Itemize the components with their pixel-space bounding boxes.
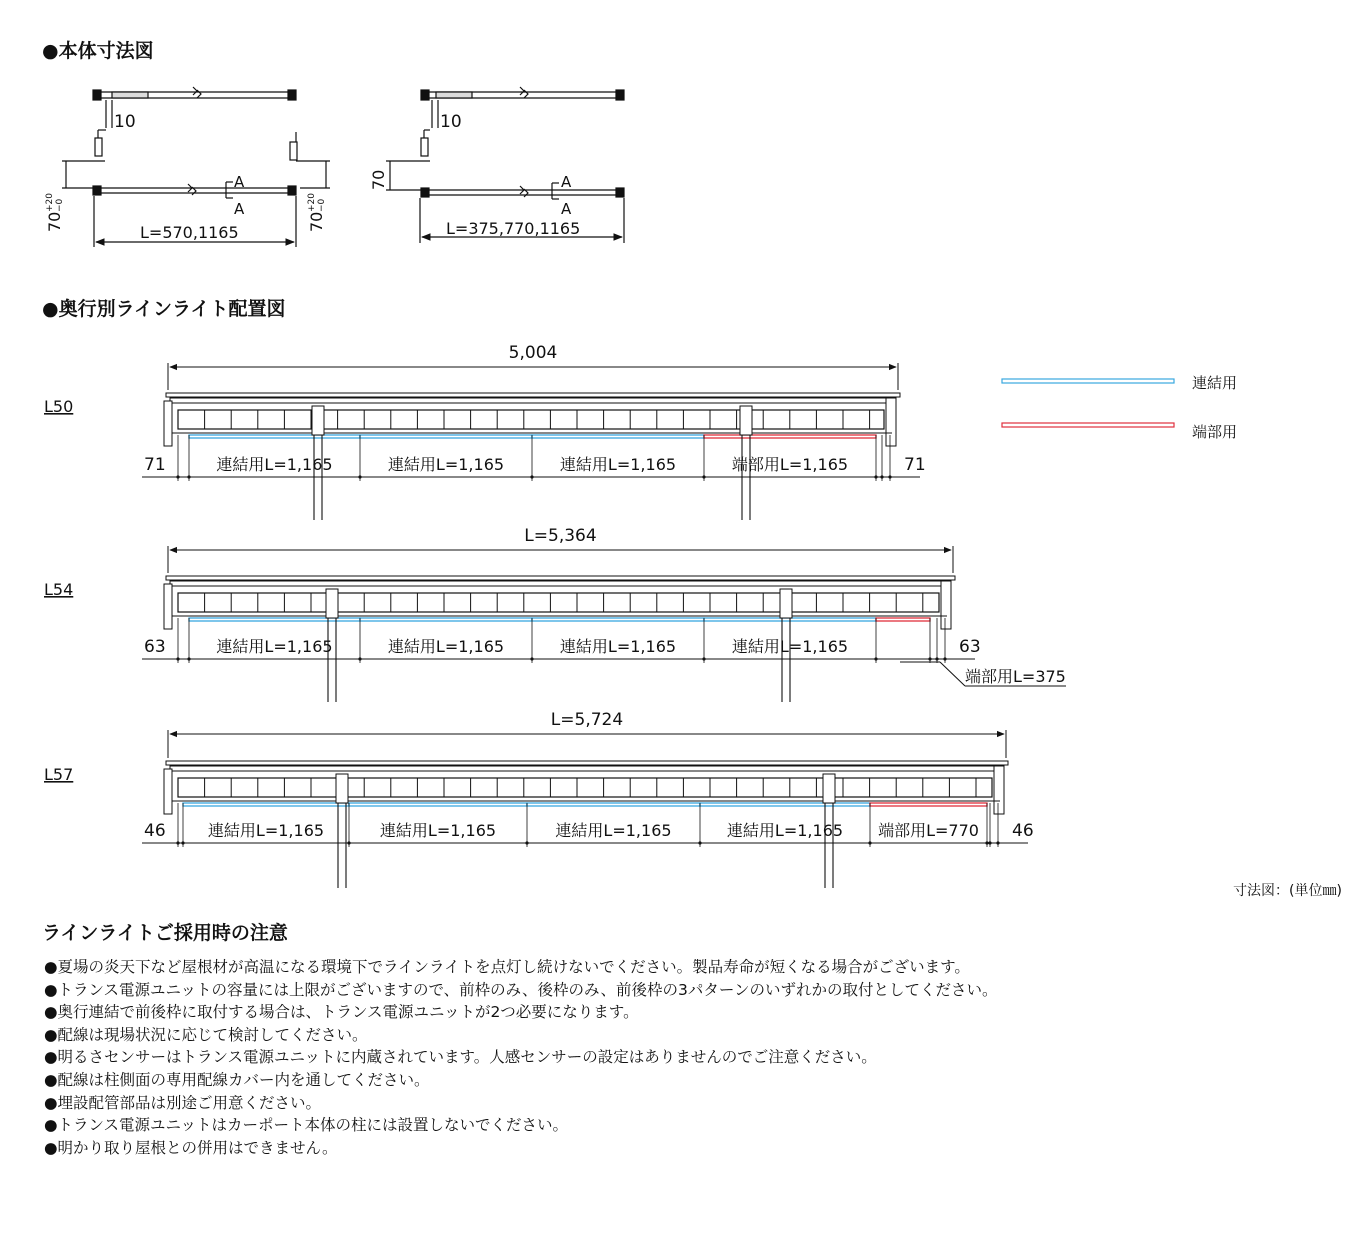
segment-label: 連結用L=1,165	[555, 821, 672, 840]
segment-dim-dot	[702, 475, 705, 478]
segment-label: 連結用L=1,165	[207, 821, 325, 840]
total-dim-label: L=5,364	[524, 526, 597, 546]
light-segment-link	[700, 803, 870, 806]
segment-label: 連結用L=1,165	[216, 637, 333, 656]
note-item: ●トランス電源ユニットの容量には上限がございますので、前枠のみ、後枠のみ、前後枠の3パターンのいずれかの取付としてください。	[44, 980, 998, 999]
segment-dim-dot	[702, 657, 705, 660]
end-dim-right: 71	[904, 455, 926, 475]
light-segment-link	[360, 618, 532, 621]
layout-title: ●奥行別ラインライト配置図	[42, 298, 286, 320]
end-dim-left: 46	[144, 821, 166, 841]
segment-dim-dot	[530, 475, 533, 478]
segment-dim-dot	[358, 657, 361, 660]
segment-label: 連結用L=1,165	[379, 821, 497, 840]
segment-dim-dot	[176, 841, 179, 844]
dim-10-left: 10	[114, 112, 136, 132]
legend-swatch-end	[1002, 423, 1174, 427]
segment-dim-dot	[176, 657, 179, 660]
dim-70-right: 70	[369, 169, 388, 190]
segment-dim-dot	[874, 475, 877, 478]
light-segment-link	[532, 435, 704, 438]
end-dim-left: 71	[144, 455, 166, 475]
note-item: ●トランス電源ユニットはカーポート本体の柱には設置しないでください。	[44, 1116, 568, 1135]
light-segment-link	[189, 435, 360, 438]
callout-label: 端部用L=375	[965, 667, 1066, 686]
light-segment-end	[876, 618, 930, 621]
post-head	[823, 774, 835, 803]
segment-label: 連結用L=1,165	[387, 455, 505, 474]
frame-right-end	[941, 581, 951, 629]
segment-dim-dot	[943, 657, 946, 660]
total-dim-label: L=5,724	[550, 710, 624, 730]
frame-second-rail	[170, 581, 951, 586]
post-head	[740, 406, 752, 435]
end-dim-right: 46	[1012, 821, 1034, 841]
segment-dim-dot	[985, 841, 988, 844]
length-label-right: L=375,770,1165	[446, 219, 581, 238]
section-mark-a-bottom-right: A	[561, 200, 572, 218]
segment-label: 連結用L=1,165	[559, 637, 677, 656]
section-mark-a-bottom-left: A	[234, 200, 245, 218]
row-l54	[44, 526, 1066, 702]
body-drawing-left-labels	[45, 112, 327, 242]
row-l57	[44, 710, 1034, 888]
frame-top-rail	[166, 393, 900, 397]
row-id-label: L54	[44, 580, 74, 599]
row-id-label: L57	[44, 765, 74, 784]
note-item: ●配線は柱側面の専用配線カバー内を通してください。	[44, 1070, 430, 1089]
segment-dim-dot	[988, 841, 991, 844]
panel-strip	[178, 593, 939, 612]
segment-dim-dot	[888, 475, 891, 478]
tol-plus-left-a: +20	[45, 193, 55, 212]
segment-dim-dot	[874, 657, 877, 660]
post-head	[780, 589, 792, 618]
section-mark-a-top-right: A	[561, 173, 572, 191]
note-item: ●明るさセンサーはトランス電源ユニットに内蔵されています。人感センサーの設定はありませんのでご注意ください。	[44, 1048, 877, 1067]
total-dim-label: 5,004	[508, 343, 558, 363]
section-mark-a-top-left: A	[234, 173, 245, 191]
segment-label: 連結用L=1,165	[216, 455, 333, 474]
tol-plus-left-b: +20	[307, 193, 317, 212]
segment-label: 連結用L=1,165	[731, 637, 849, 656]
body-drawing-right-labels	[369, 112, 580, 238]
layout-rows	[44, 343, 1066, 888]
length-label-left: L=570,1165	[140, 223, 239, 242]
frame-left-end	[164, 584, 172, 629]
legend	[1002, 374, 1237, 441]
frame-top-rail	[166, 576, 955, 580]
frame-second-rail	[170, 398, 896, 403]
segment-dim-dot	[187, 657, 190, 660]
post-head	[326, 589, 338, 618]
note-item: ●配線は現場状況に応じて検討してください。	[44, 1025, 368, 1044]
frame-left-end	[164, 769, 172, 814]
frame-second-rail	[170, 766, 1004, 771]
segment-dim-dot	[347, 841, 350, 844]
segment-dim-dot	[698, 841, 701, 844]
segment-dim-dot	[996, 841, 999, 844]
segment-dim-dot	[358, 475, 361, 478]
segment-dim-dot	[880, 475, 883, 478]
frame-right-end	[886, 398, 896, 446]
callout-leader	[940, 662, 965, 686]
notes-title: ラインライトご採用時の注意	[42, 922, 288, 944]
post-head	[312, 406, 324, 435]
frame-top-rail	[166, 761, 1008, 765]
legend-label-link: 連結用	[1192, 374, 1238, 392]
legend-label-end: 端部用	[1192, 423, 1238, 441]
segment-label: 連結用L=1,165	[387, 637, 505, 656]
segment-label: 連結用L=1,165	[726, 821, 844, 840]
segment-dim-dot	[935, 657, 938, 660]
segment-label: 端部用L=1,165	[731, 455, 849, 474]
segment-dim-dot	[530, 657, 533, 660]
segment-label: 連結用L=1,165	[559, 455, 677, 474]
notes-list	[44, 956, 998, 1159]
note-item: ●明かり取り屋根との併用はできません。	[44, 1138, 338, 1157]
end-dim-right: 63	[959, 637, 981, 657]
dim-70-left-a: 70	[45, 211, 64, 232]
frame-right-end	[994, 766, 1004, 814]
segment-dim-dot	[187, 475, 190, 478]
row-id-label: L50	[44, 397, 74, 416]
light-segment-end	[704, 435, 876, 438]
end-dim-left: 63	[144, 637, 166, 657]
light-segment-link	[532, 618, 704, 621]
dim-10-right: 10	[440, 112, 462, 132]
light-segment-link	[360, 435, 532, 438]
note-item: ●夏場の炎天下など屋根材が高温になる環境下でラインライトを点灯し続けないでください。製品寿命が短くなる場合がございます。	[44, 958, 970, 976]
legend-swatch-link	[1002, 379, 1174, 383]
segment-dim-dot	[176, 475, 179, 478]
light-segment-end	[870, 803, 987, 806]
light-segment-link	[349, 803, 527, 806]
segment-dim-dot	[525, 841, 528, 844]
note-item: ●奥行連結で前後枠に取付する場合は、トランス電源ユニットが2つ必要になります。	[44, 1003, 639, 1022]
segment-dim-dot	[928, 657, 931, 660]
post-head	[336, 774, 348, 803]
segment-label: 端部用L=770	[878, 821, 979, 840]
tol-minus-left-b: −0	[317, 198, 327, 212]
light-segment-link	[527, 803, 700, 806]
note-item: ●埋設配管部品は別途ご用意ください。	[44, 1093, 322, 1112]
segment-dim-dot	[181, 841, 184, 844]
segment-dim-dot	[868, 841, 871, 844]
unit-note: 寸法図：(単位㎜)	[1233, 883, 1342, 899]
light-segment-link	[183, 803, 349, 806]
row-l50	[44, 343, 926, 520]
dim-70-left-b: 70	[307, 211, 326, 232]
frame-left-end	[164, 401, 172, 446]
tol-minus-left-a: −0	[55, 198, 65, 212]
body-dimension-title: ●本体寸法図	[42, 40, 154, 62]
